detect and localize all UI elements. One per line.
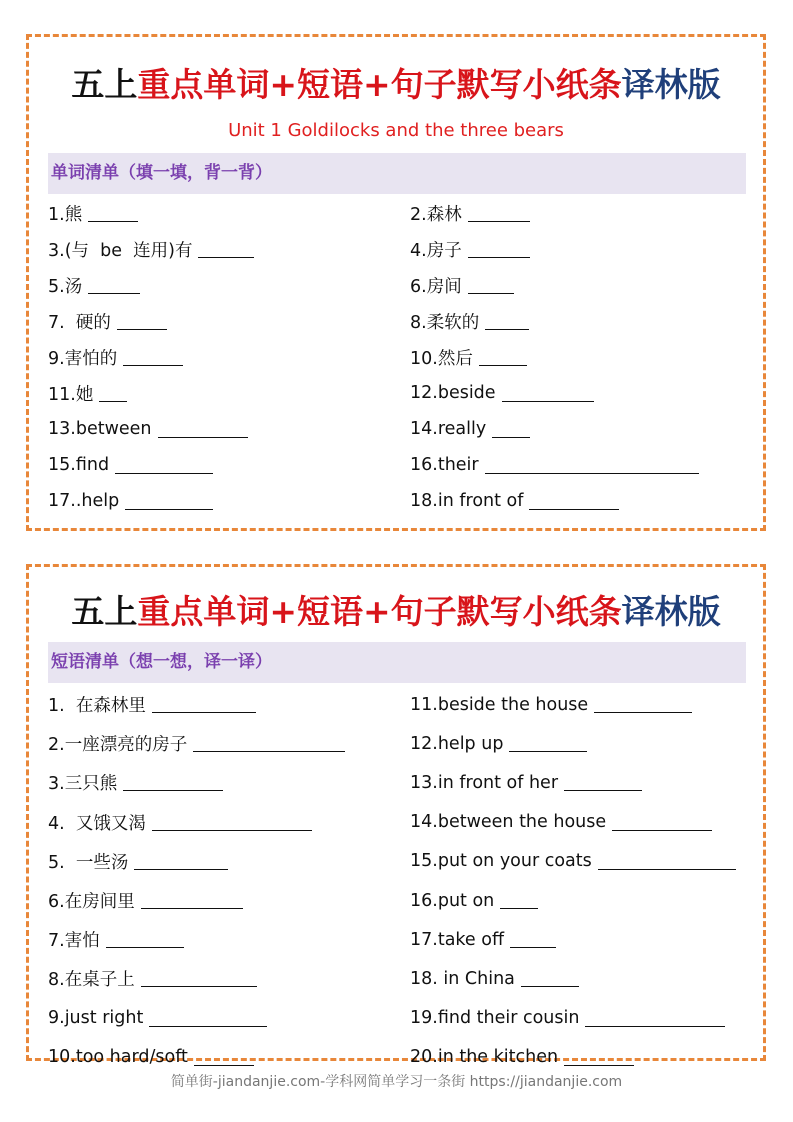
item-prompt: 11.beside the house	[410, 694, 589, 715]
item-prompt: 6.房间	[410, 276, 462, 297]
answer-blank[interactable]	[468, 277, 514, 294]
item-prompt: 2.一座漂亮的房子	[48, 735, 188, 756]
word-grid	[48, 195, 746, 519]
answer-blank[interactable]	[521, 970, 579, 987]
list-item	[410, 195, 530, 231]
answer-blank[interactable]	[194, 1049, 254, 1066]
list-item	[410, 959, 579, 998]
answer-blank[interactable]	[529, 493, 619, 510]
item-prompt: 4.房子	[410, 240, 462, 261]
list-row	[48, 375, 746, 411]
item-prompt: 18. in China	[410, 968, 515, 989]
list-row	[48, 881, 746, 920]
answer-blank[interactable]	[125, 493, 213, 510]
answer-blank[interactable]	[88, 277, 140, 294]
list-item	[48, 483, 213, 519]
item-prompt: 16.their	[410, 455, 479, 475]
item-prompt: 10.too hard/soft	[48, 1047, 188, 1068]
list-item	[410, 920, 556, 959]
list-item	[48, 303, 167, 339]
phrase-list-card	[26, 564, 766, 1068]
list-item	[48, 959, 257, 998]
item-prompt: 5. 一些汤	[48, 852, 129, 873]
list-item	[410, 411, 530, 447]
answer-blank[interactable]	[502, 385, 594, 402]
list-row	[48, 231, 746, 267]
item-prompt: 19.find their cousin	[410, 1008, 580, 1029]
list-item	[410, 803, 712, 842]
item-prompt: 1. 在森林里	[48, 696, 146, 717]
list-row	[48, 339, 746, 375]
answer-blank[interactable]	[612, 814, 712, 831]
answer-blank[interactable]	[134, 853, 228, 870]
list-row	[48, 959, 746, 998]
answer-blank[interactable]	[193, 735, 345, 752]
answer-blank[interactable]	[509, 735, 587, 752]
list-item	[48, 267, 140, 303]
answer-blank[interactable]	[106, 931, 184, 948]
item-prompt: 20.in the kitchen	[410, 1047, 559, 1068]
answer-blank[interactable]	[88, 205, 138, 222]
item-prompt: 9.害怕的	[48, 348, 118, 369]
list-row	[48, 999, 746, 1038]
item-prompt: 1.熊	[48, 204, 83, 225]
list-item	[410, 685, 692, 724]
answer-blank[interactable]	[152, 814, 312, 831]
list-item	[410, 483, 619, 519]
list-item	[410, 763, 642, 802]
answer-blank[interactable]	[123, 774, 223, 791]
list-item	[410, 231, 530, 267]
item-prompt: 14.between the house	[410, 812, 607, 833]
unit-subtitle: Unit 1 Goldilocks and the three bears	[228, 120, 564, 141]
list-row	[48, 303, 746, 339]
list-item	[48, 685, 256, 724]
page-footer: 简单街-jiandanjie.com-学科网简单学习一条街 https://jiandanjie.com	[170, 1074, 623, 1090]
title-part-3: 译林版	[621, 592, 721, 631]
title-part-3: 译林版	[621, 65, 721, 104]
list-item	[48, 231, 254, 267]
item-prompt: 7.害怕	[48, 931, 100, 952]
list-item	[48, 999, 267, 1038]
list-item	[410, 303, 529, 339]
answer-blank[interactable]	[149, 1010, 267, 1027]
word-list-card	[26, 34, 766, 531]
answer-blank[interactable]	[99, 385, 127, 402]
list-row	[48, 483, 746, 519]
answer-blank[interactable]	[485, 457, 699, 474]
list-row	[48, 842, 746, 881]
list-item	[410, 724, 587, 763]
answer-blank[interactable]	[485, 313, 529, 330]
item-prompt: 4. 又饿又渴	[48, 813, 146, 834]
list-item	[410, 267, 514, 303]
item-prompt: 3.三只熊	[48, 774, 118, 795]
answer-blank[interactable]	[158, 421, 248, 438]
answer-blank[interactable]	[598, 853, 736, 870]
section-header-words: 单词清单（填一填，背一背）	[48, 153, 746, 194]
list-row	[48, 411, 746, 447]
list-item	[410, 881, 538, 920]
item-prompt: 13.in front of her	[410, 772, 559, 793]
answer-blank[interactable]	[500, 892, 538, 909]
list-item	[410, 999, 725, 1038]
answer-blank[interactable]	[141, 970, 257, 987]
item-prompt: 18.in front of	[410, 491, 524, 511]
item-prompt: 7. 硬的	[48, 312, 111, 333]
list-item	[48, 339, 183, 375]
list-item	[48, 763, 223, 802]
item-prompt: 12.help up	[410, 733, 504, 754]
answer-blank[interactable]	[510, 931, 556, 948]
list-item	[48, 803, 312, 842]
answer-blank[interactable]	[117, 313, 167, 330]
list-row	[48, 685, 746, 724]
item-prompt: 15.put on your coats	[410, 851, 592, 872]
card-title	[29, 586, 763, 633]
answer-blank[interactable]	[141, 892, 243, 909]
list-item	[410, 339, 527, 375]
item-prompt: 10.然后	[410, 348, 473, 369]
item-prompt: 8.柔软的	[410, 312, 480, 333]
item-prompt: 16.put on	[410, 890, 495, 911]
title-part-1: 五上	[71, 65, 138, 104]
title-part-1: 五上	[71, 592, 138, 631]
answer-blank[interactable]	[564, 1049, 634, 1066]
answer-blank[interactable]	[594, 696, 692, 713]
item-prompt: 15.find	[48, 455, 110, 475]
list-row	[48, 447, 746, 483]
item-prompt: 5.汤	[48, 276, 83, 297]
answer-blank[interactable]	[152, 696, 256, 713]
item-prompt: 14.really	[410, 419, 487, 439]
answer-blank[interactable]	[492, 421, 530, 438]
list-item	[48, 724, 345, 763]
item-prompt: 8.在桌子上	[48, 970, 135, 991]
item-prompt: 11.她	[48, 384, 94, 405]
section-header-phrases: 短语清单（想一想，译一译）	[48, 642, 746, 683]
list-item	[410, 842, 736, 881]
list-item	[410, 447, 699, 483]
list-row	[48, 920, 746, 959]
list-item	[48, 842, 228, 881]
list-item	[410, 375, 594, 411]
answer-blank[interactable]	[479, 349, 527, 366]
item-prompt: 9.just right	[48, 1008, 144, 1029]
list-row	[48, 195, 746, 231]
list-row	[48, 803, 746, 842]
list-item	[48, 411, 248, 447]
answer-blank[interactable]	[585, 1010, 725, 1027]
list-row	[48, 763, 746, 802]
answer-blank[interactable]	[468, 241, 530, 258]
item-prompt: 13.between	[48, 419, 152, 439]
item-prompt: 12.beside	[410, 383, 496, 403]
item-prompt: 17.take off	[410, 929, 505, 950]
item-prompt: 6.在房间里	[48, 892, 135, 913]
card-title	[29, 59, 763, 106]
list-item	[48, 447, 213, 483]
list-item	[48, 920, 184, 959]
list-row	[48, 724, 746, 763]
answer-blank[interactable]	[198, 241, 254, 258]
list-item	[48, 195, 138, 231]
answer-blank[interactable]	[468, 205, 530, 222]
item-prompt: 3.(与 be 连用)有	[48, 240, 193, 261]
phrase-grid	[48, 685, 746, 1077]
answer-blank[interactable]	[564, 774, 642, 791]
title-part-2: 重点单词+短语+句子默写小纸条	[137, 65, 622, 104]
item-prompt: 2.森林	[410, 204, 462, 225]
item-prompt: 17..help	[48, 491, 120, 511]
answer-blank[interactable]	[115, 457, 213, 474]
list-item	[48, 881, 243, 920]
list-item	[48, 375, 127, 411]
title-part-2: 重点单词+短语+句子默写小纸条	[137, 592, 622, 631]
answer-blank[interactable]	[123, 349, 183, 366]
list-row	[48, 267, 746, 303]
